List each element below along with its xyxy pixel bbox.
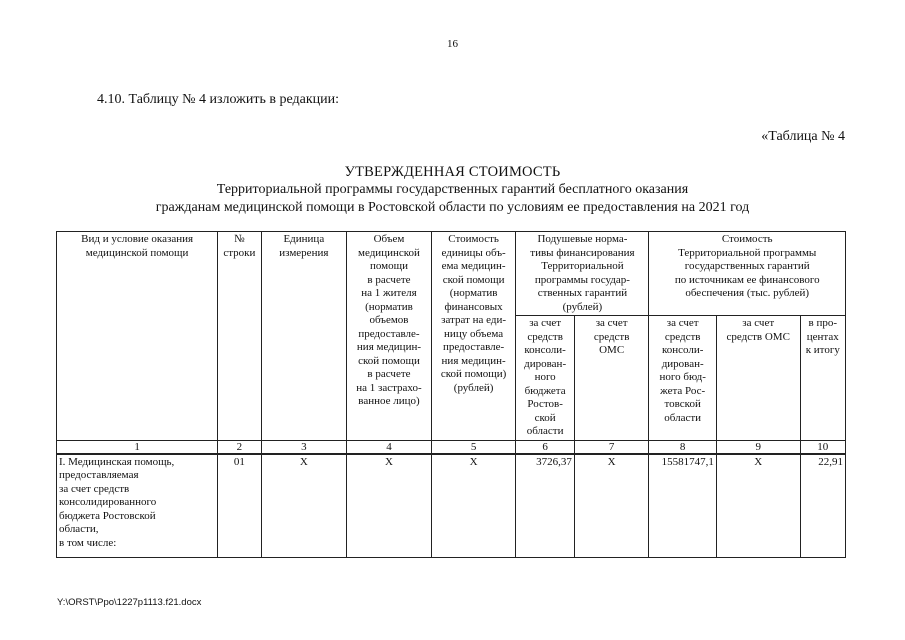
row-per-capita-oms: Х — [574, 454, 649, 558]
table-label: «Таблица № 4 — [761, 129, 845, 144]
header-volume: Объем медицинской помощи в расчете на 1 жителя (норматив объемов предоставле- ния медицин- ской помощи в расчете на 1 застрахо- ванное лицо) — [347, 232, 432, 441]
column-number: 5 — [431, 440, 516, 454]
table-row — [57, 454, 846, 558]
row-volume: Х — [347, 454, 432, 558]
header-service-type: Вид и условие оказания медицинской помощи — [57, 232, 218, 441]
row-per-capita-budget: 3726,37 — [516, 454, 574, 558]
header-unit-cost: Стоимость единицы объ- ема медицин- ской помощи (норматив финансовых затрат на еди- ницу объема предоставле- ния медицин- ской помощи) (рублей) — [431, 232, 516, 441]
header-per-capita-group: Подушевые норма- тивы финансирования Территориальной программы государ- ственных гарантий (рублей) — [516, 232, 649, 316]
header-program-cost-group: Стоимость Территориальной программы государственных гарантий по источникам ее финансового обеспечения (тыс. рублей) — [649, 232, 846, 316]
column-number: 7 — [574, 440, 649, 454]
header-cost-budget: за счет средств консоли- дирован- ного бюд- жета Рос- товской области — [649, 316, 717, 441]
file-path-footer: Y:\ORST\Ppo\1227p1113.f21.docx — [57, 597, 202, 608]
row-unit: Х — [261, 454, 347, 558]
header-per-capita-budget: за счет средств консоли- дирован- ного бюджета Ростов- ской области — [516, 316, 574, 441]
title-line-2: Территориальной программы государственных гарантий бесплатного оказания — [216, 182, 689, 197]
cost-table — [56, 231, 846, 558]
column-number: 8 — [649, 440, 717, 454]
row-cost-oms: Х — [716, 454, 800, 558]
header-unit: Единица измерения — [261, 232, 347, 441]
row-service-name: I. Медицинская помощь, предоставляемая за счет средств консолидированного бюджета Ростовской области, в том числе: — [57, 454, 218, 558]
header-row-1 — [57, 232, 846, 316]
header-cost-oms: за счет средств ОМС — [716, 316, 800, 441]
header-row-number: № строки — [218, 232, 261, 441]
column-number: 9 — [716, 440, 800, 454]
amendment-intro: 4.10. Таблицу № 4 изложить в редакции: — [97, 92, 339, 107]
title-line-3: гражданам медицинской помощи в Ростовской области по условиям ее предоставления на 2021 год — [155, 200, 750, 215]
column-number: 4 — [347, 440, 432, 454]
row-unit-cost: Х — [431, 454, 516, 558]
header-per-capita-oms: за счет средств ОМС — [574, 316, 649, 441]
page-number: 16 — [447, 38, 458, 50]
column-number-row — [57, 440, 846, 454]
column-number: 1 — [57, 440, 218, 454]
row-percent: 22,91 — [800, 454, 845, 558]
column-number: 6 — [516, 440, 574, 454]
row-number: 01 — [218, 454, 261, 558]
header-percent: в про- центах к итогу — [800, 316, 845, 441]
title-main: УТВЕРЖДЕННАЯ СТОИМОСТЬ — [344, 164, 561, 180]
column-number: 2 — [218, 440, 261, 454]
document-title — [0, 163, 905, 217]
column-number: 10 — [800, 440, 845, 454]
column-number: 3 — [261, 440, 347, 454]
row-cost-budget: 15581747,1 — [649, 454, 717, 558]
